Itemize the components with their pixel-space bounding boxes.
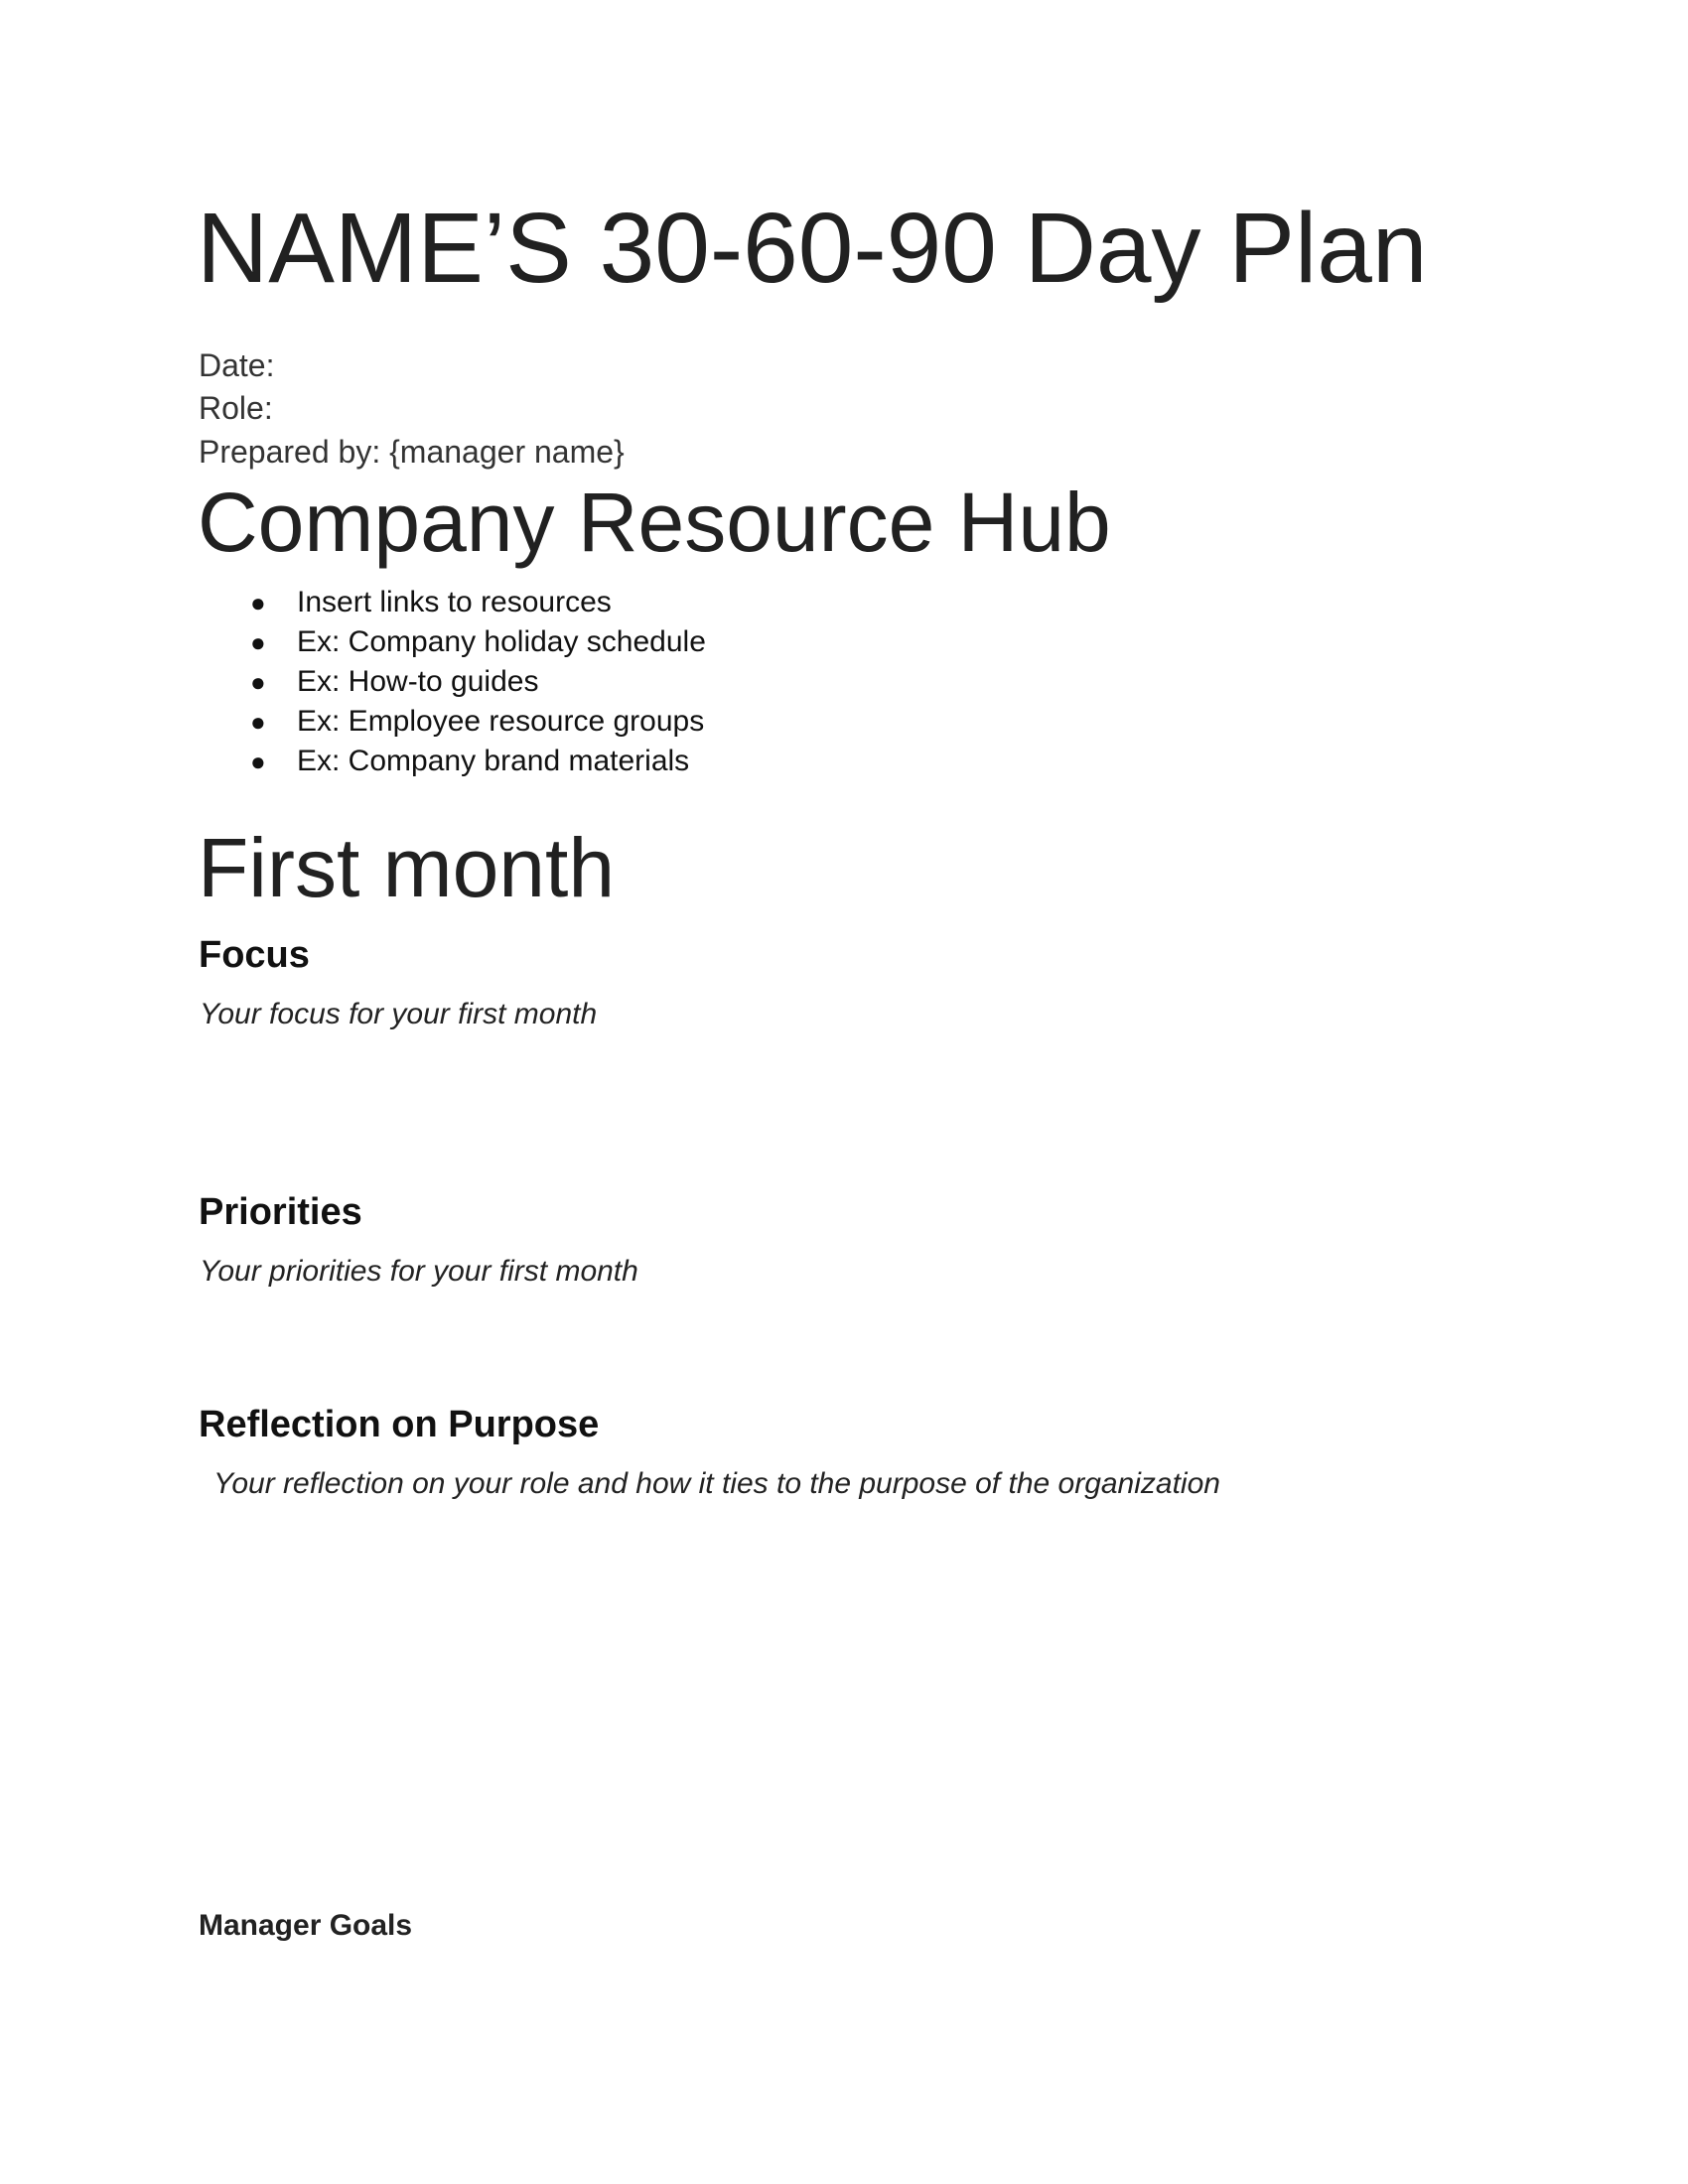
resource-list (199, 583, 706, 781)
list-item-label: Ex: How-to guides (297, 665, 539, 698)
list-item[interactable] (199, 622, 706, 662)
bullet-icon: ● (250, 667, 266, 697)
bullet-icon: ● (250, 588, 266, 617)
focus-heading: Focus (199, 934, 310, 976)
list-item-label: Ex: Company brand materials (297, 745, 690, 777)
bullet-icon: ● (250, 707, 266, 737)
page-title: NAME’S 30-60-90 Day Plan (197, 193, 1428, 304)
bullet-icon: ● (250, 747, 266, 776)
list-item[interactable] (199, 702, 706, 742)
priorities-text: Your priorities for your first month (200, 1255, 638, 1288)
list-item[interactable] (199, 662, 706, 702)
resource-hub-heading: Company Resource Hub (198, 476, 1111, 569)
manager-goals-heading: Manager Goals (199, 1909, 413, 1942)
list-item[interactable] (199, 583, 706, 622)
prepared-by-label: Prepared by: {manager name} (199, 434, 625, 470)
list-item-label: Insert links to resources (297, 586, 612, 618)
bullet-icon: ● (250, 627, 266, 657)
reflection-text: Your reflection on your role and how it ties to the purpose of the organization (213, 1467, 1220, 1500)
focus-text: Your focus for your first month (200, 998, 598, 1030)
first-month-heading: First month (198, 821, 616, 914)
role-label: Role: (199, 390, 273, 426)
list-item-label: Ex: Company holiday schedule (297, 625, 706, 658)
priorities-heading: Priorities (199, 1191, 362, 1233)
list-item-label: Ex: Employee resource groups (297, 705, 705, 738)
date-label: Date: (199, 347, 275, 383)
reflection-heading: Reflection on Purpose (199, 1404, 600, 1445)
list-item[interactable] (199, 742, 706, 781)
